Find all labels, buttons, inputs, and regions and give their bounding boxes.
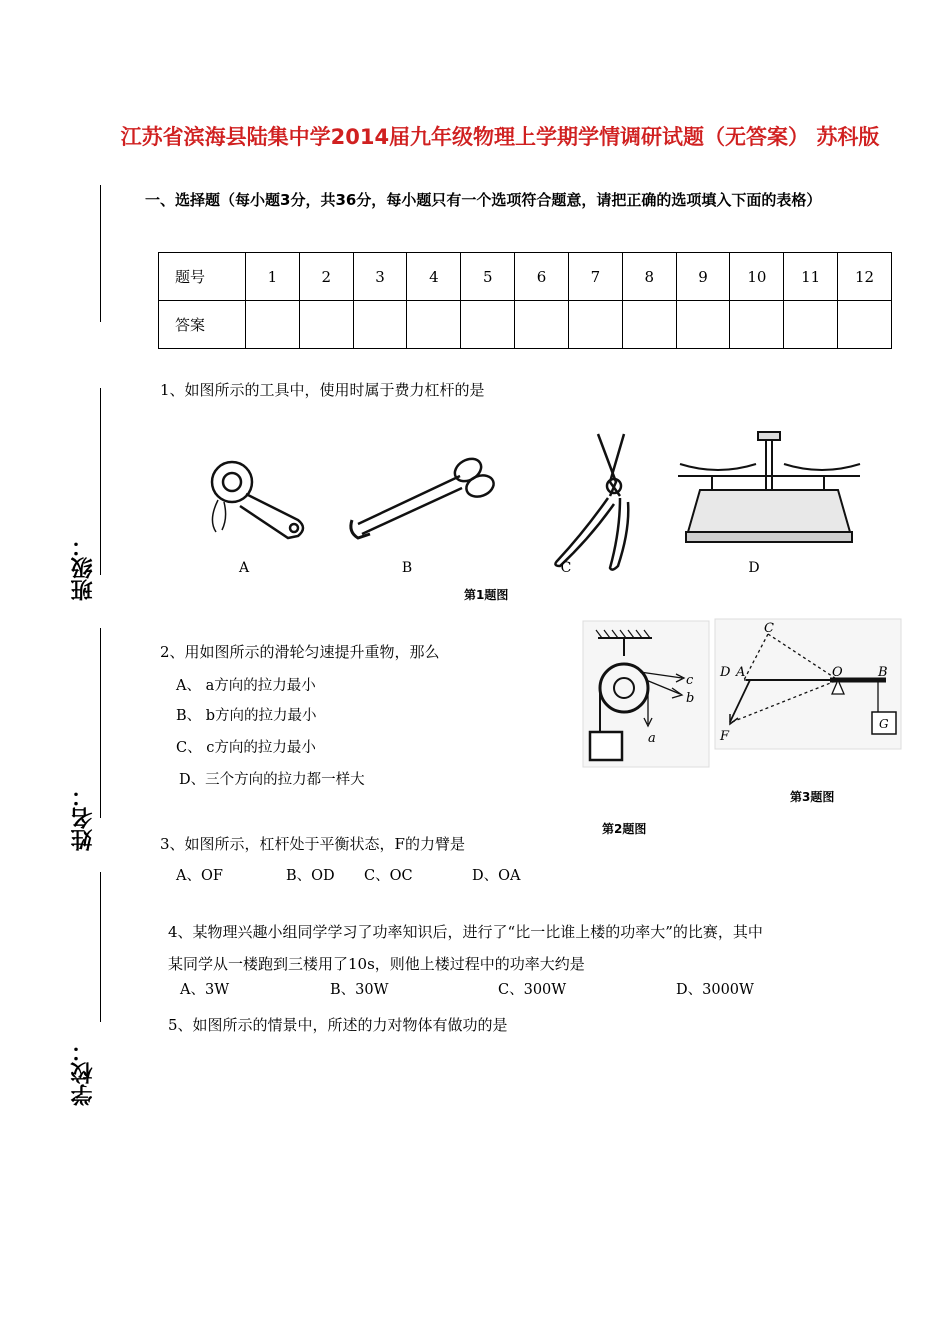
q2-caption: 第2题图 — [602, 822, 647, 836]
lever-label-o: O — [832, 665, 843, 680]
class-label: 班级： — [71, 535, 96, 601]
answer-cell[interactable] — [353, 301, 407, 349]
balance-scale-icon — [678, 432, 860, 542]
question-5: 5、如图所示的情景中，所述的力对物体有做功的是 — [168, 1016, 508, 1034]
lever-label-a: A — [736, 665, 746, 680]
q1-caption: 第1题图 — [464, 588, 509, 602]
question-number: 1 — [246, 253, 300, 301]
q2-option-c: C、 c方向的拉力最小 — [176, 740, 316, 756]
answer-cell[interactable] — [622, 301, 676, 349]
question-1: 1、如图所示的工具中，使用时属于费力杠杆的是 — [160, 381, 485, 399]
q3-option-d: D、OA — [472, 868, 521, 884]
bottle-opener-icon — [212, 462, 303, 538]
question-4-line2: 某同学从一楼跑到三楼用了10s，则他上楼过程中的功率大约是 — [168, 955, 585, 973]
q4-option-b: B、30W — [330, 982, 389, 998]
question-4-line1: 4、某物理兴趣小组同学学习了功率知识后，进行了“比一比谁上楼的功率大”的比赛，其中 — [168, 923, 763, 941]
binding-line — [100, 628, 101, 818]
question-number: 6 — [515, 253, 569, 301]
tongs-icon — [351, 454, 497, 538]
table-answer-label: 答案 — [159, 301, 246, 349]
answer-cell[interactable] — [461, 301, 515, 349]
answer-table — [158, 252, 892, 349]
pulley-label-c: c — [686, 673, 694, 688]
question-number: 12 — [838, 253, 892, 301]
answer-cell[interactable] — [407, 301, 461, 349]
pulley-figure — [582, 620, 710, 768]
q1-label-d: D — [748, 560, 760, 576]
question-number: 11 — [784, 253, 838, 301]
q2-option-a: A、 a方向的拉力最小 — [176, 678, 316, 694]
question-number: 9 — [676, 253, 730, 301]
q1-label-b: B — [401, 560, 413, 576]
lever-label-c: C — [764, 621, 774, 636]
q4-option-d: D、3000W — [676, 982, 754, 998]
q3-option-c: C、OC — [364, 868, 413, 884]
q4-option-c: C、300W — [498, 982, 567, 998]
answer-cell[interactable] — [515, 301, 569, 349]
question-number: 3 — [353, 253, 407, 301]
question-number: 5 — [461, 253, 515, 301]
q3-option-a: A、OF — [176, 868, 223, 884]
name-label: 姓名： — [71, 785, 96, 851]
binding-line — [100, 185, 101, 322]
section-heading: 一、选择题（每小题3分，共36分，每小题只有一个选项符合题意，请把正确的选项填入下面的表格） — [145, 191, 822, 209]
q1-label-c: C — [560, 560, 572, 576]
question-number: 10 — [730, 253, 784, 301]
lever-label-d: D — [720, 665, 731, 680]
q1-tools-figure — [180, 420, 900, 585]
answer-table-header-row — [159, 253, 892, 301]
lever-label-b: B — [878, 665, 888, 680]
q3-caption: 第3题图 — [790, 790, 835, 804]
pulley-label-a: a — [648, 731, 656, 746]
answer-cell[interactable] — [730, 301, 784, 349]
answer-cell[interactable] — [299, 301, 353, 349]
question-3: 3、如图所示，杠杆处于平衡状态，F的力臂是 — [160, 835, 465, 853]
lever-label-f: F — [720, 729, 730, 744]
binding-line — [100, 388, 101, 575]
answer-cell[interactable] — [838, 301, 892, 349]
question-number: 8 — [622, 253, 676, 301]
q1-label-a: A — [238, 560, 250, 576]
question-number: 7 — [568, 253, 622, 301]
answer-cell[interactable] — [784, 301, 838, 349]
pliers-icon — [555, 434, 628, 570]
lever-figure — [714, 618, 902, 750]
answer-table-answer-row — [159, 301, 892, 349]
table-header-label: 题号 — [159, 253, 246, 301]
question-number: 2 — [299, 253, 353, 301]
binding-line — [100, 872, 101, 1022]
q2-option-b: B、 b方向的拉力最小 — [176, 708, 317, 724]
page-title: 江苏省滨海县陆集中学2014届九年级物理上学期学情调研试题（无答案） 苏科版 — [120, 125, 880, 149]
q4-option-a: A、3W — [180, 982, 230, 998]
question-number: 4 — [407, 253, 461, 301]
pulley-label-b: b — [686, 691, 695, 706]
q2-option-d: D、三个方向的拉力都一样大 — [179, 772, 365, 788]
lever-label-g: G — [879, 717, 889, 731]
answer-cell[interactable] — [246, 301, 300, 349]
question-2: 2、用如图所示的滑轮匀速提升重物，那么 — [160, 643, 440, 661]
school-label: 学校： — [71, 1040, 96, 1106]
q3-option-b: B、OD — [286, 868, 335, 884]
answer-cell[interactable] — [568, 301, 622, 349]
answer-cell[interactable] — [676, 301, 730, 349]
